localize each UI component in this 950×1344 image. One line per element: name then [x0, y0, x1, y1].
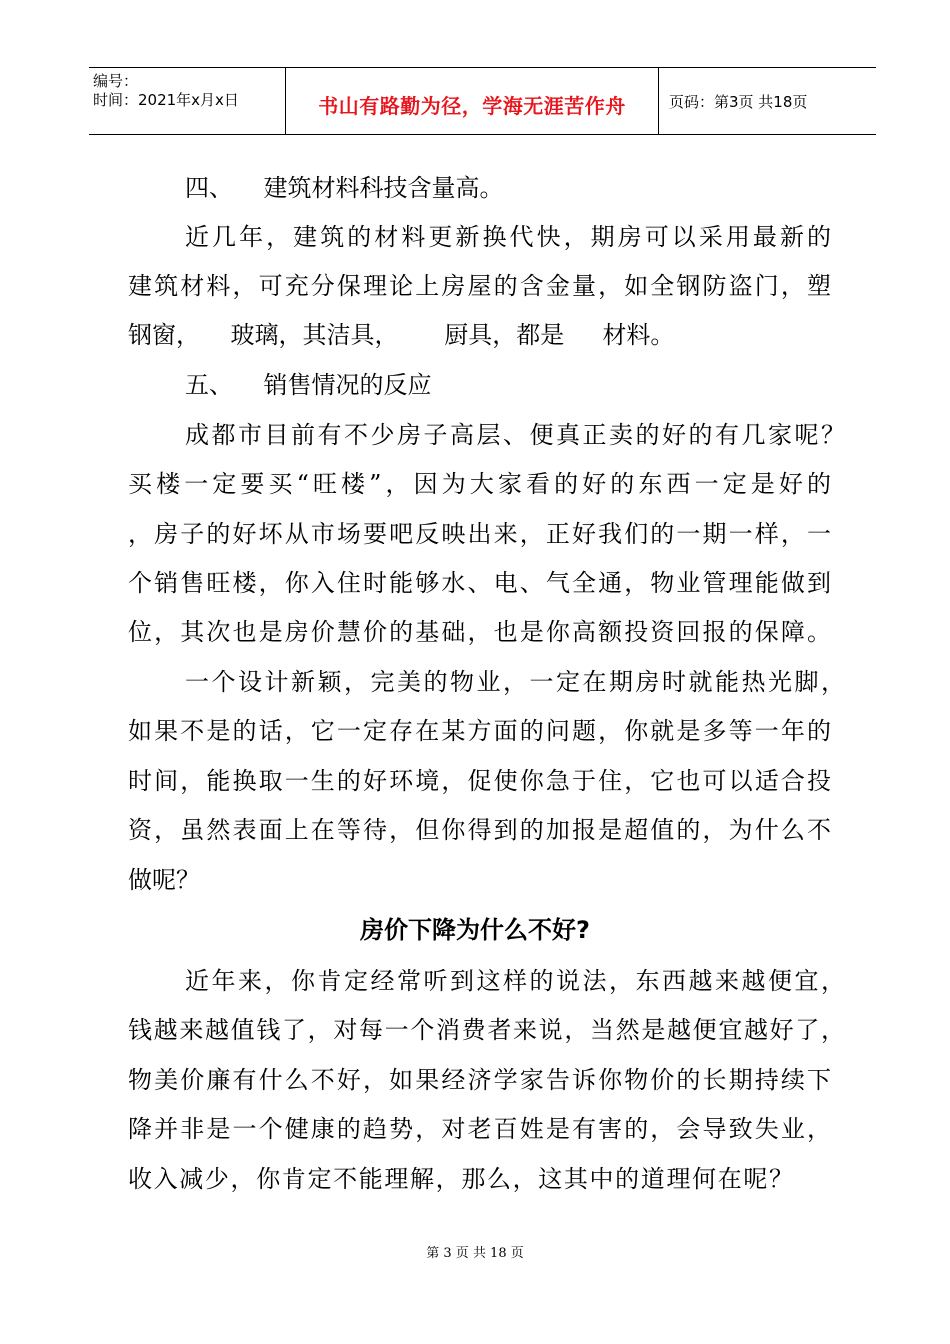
paragraph-line: 一个设计新颖，完美的物业，一定在期房时就能热光脚， — [185, 668, 845, 696]
article-heading: 房价下降为什么不好? — [360, 916, 590, 944]
paragraph-line: 钢窗， 玻璃，其洁具， 厨具，都是 材料。 — [128, 321, 675, 349]
page-footer: 第 3 页 共 18 页 — [426, 1246, 524, 1261]
paragraph-line: 个销售旺楼，你入住时能够水、电、气全通，物业管理能做到 — [128, 569, 831, 597]
section-heading-four: 四、 建筑材料科技含量高。 — [185, 174, 504, 202]
header-meta-cell — [89, 68, 285, 134]
paragraph-line: 做呢？ — [128, 866, 200, 894]
paragraph-line: ，房子的好坏从市场要吧反映出来，正好我们的一期一样，一 — [128, 520, 831, 548]
header-page-cell — [659, 68, 876, 134]
paragraph-line: 近年来，你肯定经常听到这样的说法，东西越来越便宜， — [185, 967, 845, 995]
paragraph-line: 资，虽然表面上在等待，但你得到的加报是超值的，为什么不 — [128, 816, 831, 844]
header-page-number: 页码：第3页 共18页 — [669, 92, 808, 111]
document-header — [89, 67, 876, 135]
paragraph-line: 如果不是的话，它一定存在某方面的问题，你就是多等一年的 — [128, 717, 831, 745]
paragraph-line: 物美价廉有什么不好，如果经济学家告诉你物价的长期持续下 — [128, 1066, 831, 1094]
paragraph-line: 近几年，建筑的材料更新换代快，期房可以采用最新的 — [185, 223, 831, 251]
paragraph-line: 时间，能换取一生的好环境，促使你急于住，它也可以适合投 — [128, 767, 831, 795]
paragraph-line: 收入减少，你肯定不能理解，那么，这其中的道理何在呢？ — [128, 1165, 793, 1193]
paragraph-line: 钱越来越值钱了，对每一个消费者来说，当然是越便宜越好了， — [128, 1016, 845, 1044]
header-motto-cell — [285, 68, 659, 134]
document-time-label: 时间：2021年x月x日 — [93, 91, 239, 109]
section-heading-five: 五、 销售情况的反应 — [185, 371, 432, 399]
paragraph-line: 成都市目前有不少房子高层、便真正卖的好的有几家呢？ — [185, 421, 845, 449]
document-number-label: 编号： — [93, 72, 139, 90]
paragraph-line: 买楼一定要买“旺楼”，因为大家看的好的东西一定是好的 — [128, 470, 831, 498]
paragraph-line: 降并非是一个健康的趋势，对老百姓是有害的，会导致失业， — [128, 1115, 831, 1143]
paragraph-line: 建筑材料，可充分保理论上房屋的含金量，如全钢防盗门，塑 — [128, 272, 831, 300]
paragraph-line: 位，其次也是房价慧价的基础，也是你高额投资回报的保障。 — [128, 618, 831, 646]
header-motto: 书山有路勤为径，学海无涯苦作舟 — [318, 93, 626, 118]
